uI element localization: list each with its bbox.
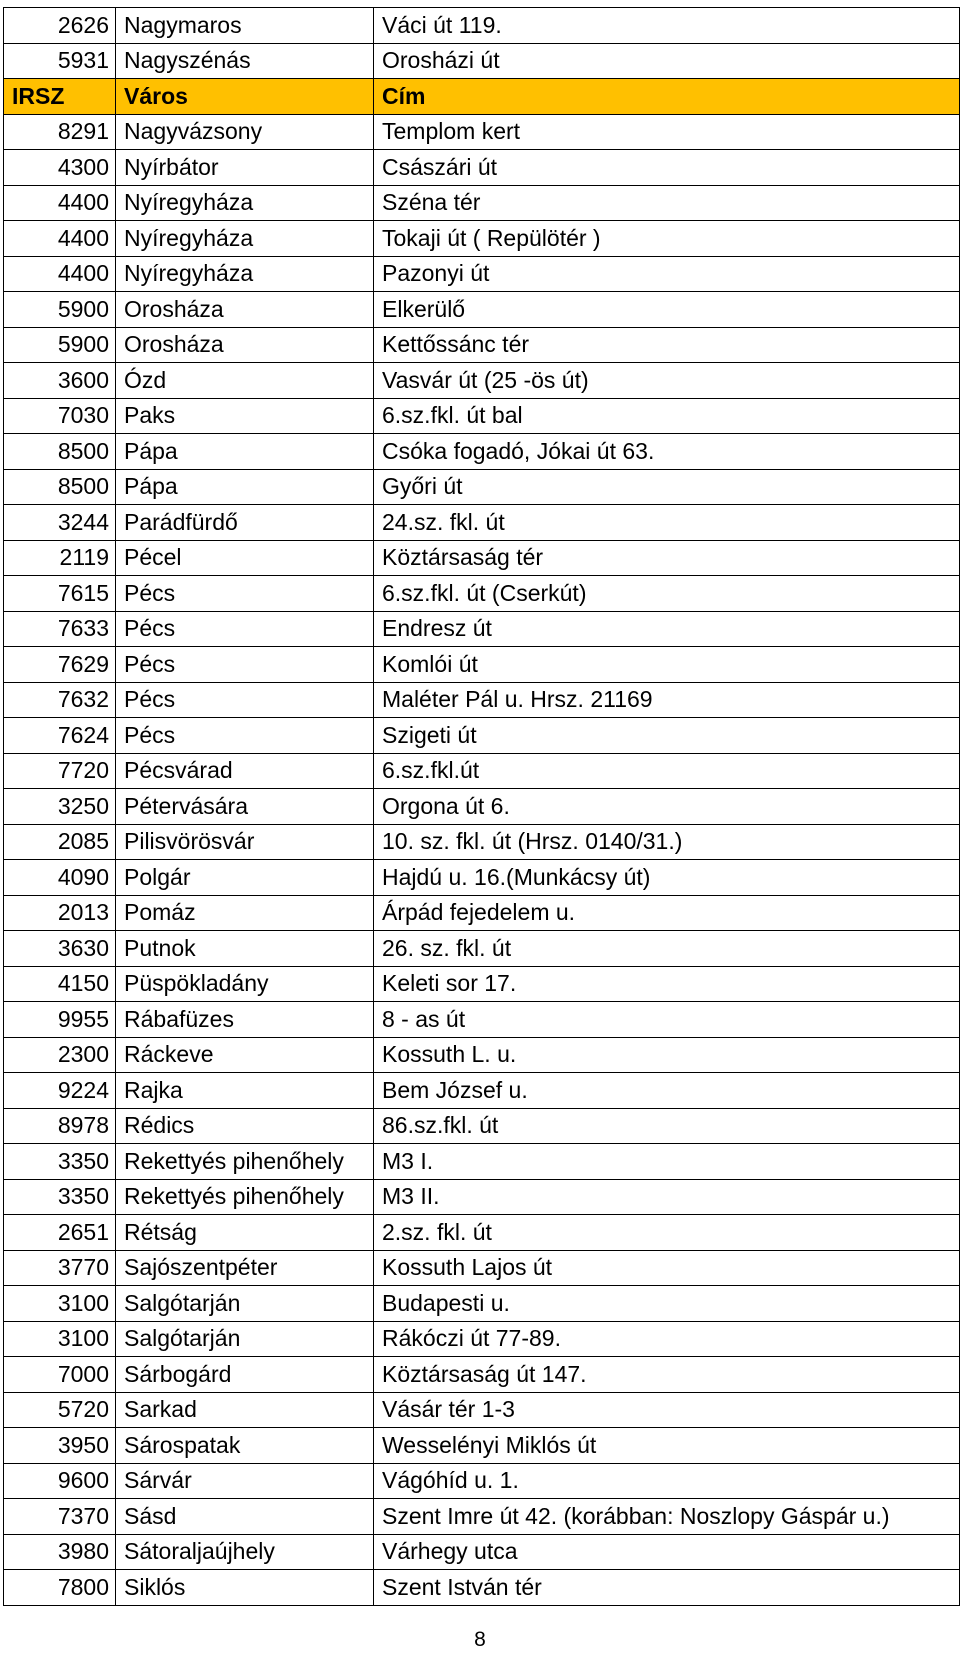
- postal-code-cell: 5931: [4, 43, 116, 79]
- table-row: [4, 611, 960, 647]
- postal-code-cell: 2013: [4, 895, 116, 931]
- table-row: [4, 718, 960, 754]
- table-row: [4, 1357, 960, 1393]
- table-row: [4, 8, 960, 44]
- address-cell: Rákóczi út 77-89.: [374, 1321, 960, 1357]
- city-cell: Paks: [116, 398, 374, 434]
- postal-code-cell: 2085: [4, 824, 116, 860]
- address-cell: Wesselényi Miklós út: [374, 1428, 960, 1464]
- address-cell: 10. sz. fkl. út (Hrsz. 0140/31.): [374, 824, 960, 860]
- postal-code-cell: 2119: [4, 540, 116, 576]
- postal-code-cell: 7632: [4, 682, 116, 718]
- address-cell: Köztársaság tér: [374, 540, 960, 576]
- address-cell: 86.sz.fkl. út: [374, 1108, 960, 1144]
- postal-code-cell: 9224: [4, 1073, 116, 1109]
- city-cell: Pécel: [116, 540, 374, 576]
- city-cell: Pécs: [116, 718, 374, 754]
- table-row: [4, 789, 960, 825]
- address-cell: Elkerülő: [374, 292, 960, 328]
- table-row: [4, 931, 960, 967]
- postal-code-cell: 7720: [4, 753, 116, 789]
- postal-code-cell: 5720: [4, 1392, 116, 1428]
- postal-code-cell: 3350: [4, 1144, 116, 1180]
- table-row: [4, 505, 960, 541]
- postal-code-cell: 4090: [4, 860, 116, 896]
- table-row: [4, 150, 960, 186]
- header-postal-code: IRSZ: [4, 79, 116, 115]
- address-cell: Komlói út: [374, 647, 960, 683]
- city-cell: Rekettyés pihenőhely: [116, 1144, 374, 1180]
- city-cell: Nagyszénás: [116, 43, 374, 79]
- address-cell: Széna tér: [374, 185, 960, 221]
- table-row: [4, 1002, 960, 1038]
- table-row: [4, 1144, 960, 1180]
- city-cell: Nyírbátor: [116, 150, 374, 186]
- postal-code-cell: 2626: [4, 8, 116, 44]
- postal-code-cell: 7370: [4, 1499, 116, 1535]
- address-cell: Kossuth L. u.: [374, 1037, 960, 1073]
- table-row: [4, 1428, 960, 1464]
- city-cell: Sárvár: [116, 1463, 374, 1499]
- address-cell: 6.sz.fkl. út (Cserkút): [374, 576, 960, 612]
- address-cell: Vasvár út (25 -ös út): [374, 363, 960, 399]
- city-cell: Ózd: [116, 363, 374, 399]
- postal-code-cell: 4150: [4, 966, 116, 1002]
- table-row: [4, 682, 960, 718]
- city-cell: Ráckeve: [116, 1037, 374, 1073]
- postal-code-cell: 8291: [4, 114, 116, 150]
- address-cell: 2.sz. fkl. út: [374, 1215, 960, 1251]
- city-cell: Orosháza: [116, 327, 374, 363]
- city-cell: Salgótarján: [116, 1286, 374, 1322]
- address-cell: Pazonyi út: [374, 256, 960, 292]
- postal-code-cell: 3770: [4, 1250, 116, 1286]
- address-cell: Templom kert: [374, 114, 960, 150]
- city-cell: Nagymaros: [116, 8, 374, 44]
- header-address: Cím: [374, 79, 960, 115]
- city-cell: Nagyvázsony: [116, 114, 374, 150]
- city-cell: Sárbogárd: [116, 1357, 374, 1393]
- table-row: [4, 363, 960, 399]
- address-cell: Szent Imre út 42. (korábban: Noszlopy Gáspár u.): [374, 1499, 960, 1535]
- city-cell: Parádfürdő: [116, 505, 374, 541]
- postal-code-cell: 7000: [4, 1357, 116, 1393]
- city-cell: Sajószentpéter: [116, 1250, 374, 1286]
- table-row: [4, 434, 960, 470]
- postal-code-cell: 8978: [4, 1108, 116, 1144]
- city-cell: Pécs: [116, 647, 374, 683]
- postal-code-cell: 8500: [4, 469, 116, 505]
- table-row: [4, 1499, 960, 1535]
- postal-code-cell: 7629: [4, 647, 116, 683]
- city-cell: Siklós: [116, 1570, 374, 1606]
- postal-code-cell: 3100: [4, 1321, 116, 1357]
- address-cell: Győri út: [374, 469, 960, 505]
- address-cell: 6.sz.fkl.út: [374, 753, 960, 789]
- city-cell: Pécs: [116, 576, 374, 612]
- table-row: [4, 1250, 960, 1286]
- table-row: [4, 185, 960, 221]
- city-cell: Püspökladány: [116, 966, 374, 1002]
- city-cell: Sásd: [116, 1499, 374, 1535]
- page-number: 8: [474, 1628, 486, 1651]
- table-row: [4, 540, 960, 576]
- table-row: [4, 1463, 960, 1499]
- address-cell: Orgona út 6.: [374, 789, 960, 825]
- address-cell: Várhegy utca: [374, 1534, 960, 1570]
- city-cell: Rábafüzes: [116, 1002, 374, 1038]
- city-cell: Nyíregyháza: [116, 185, 374, 221]
- address-cell: 6.sz.fkl. út bal: [374, 398, 960, 434]
- table-row: [4, 966, 960, 1002]
- postal-code-cell: 9600: [4, 1463, 116, 1499]
- address-cell: Kossuth Lajos út: [374, 1250, 960, 1286]
- address-cell: Köztársaság út 147.: [374, 1357, 960, 1393]
- city-cell: Sárospatak: [116, 1428, 374, 1464]
- table-row: [4, 1215, 960, 1251]
- postal-code-cell: 3630: [4, 931, 116, 967]
- city-cell: Pétervására: [116, 789, 374, 825]
- city-cell: Sarkad: [116, 1392, 374, 1428]
- table-row: [4, 1073, 960, 1109]
- table-row: [4, 895, 960, 931]
- postal-code-cell: 3980: [4, 1534, 116, 1570]
- table-row: [4, 1534, 960, 1570]
- address-table-body: [4, 8, 960, 1606]
- city-cell: Nyíregyháza: [116, 256, 374, 292]
- city-cell: Pápa: [116, 469, 374, 505]
- table-row: [4, 469, 960, 505]
- address-cell: Keleti sor 17.: [374, 966, 960, 1002]
- city-cell: Orosháza: [116, 292, 374, 328]
- postal-code-cell: 3600: [4, 363, 116, 399]
- address-cell: Budapesti u.: [374, 1286, 960, 1322]
- city-cell: Pilisvörösvár: [116, 824, 374, 860]
- address-cell: Vásár tér 1-3: [374, 1392, 960, 1428]
- address-cell: Hajdú u. 16.(Munkácsy út): [374, 860, 960, 896]
- postal-code-cell: 3100: [4, 1286, 116, 1322]
- city-cell: Nyíregyháza: [116, 221, 374, 257]
- city-cell: Rédics: [116, 1108, 374, 1144]
- table-row: [4, 1321, 960, 1357]
- postal-code-cell: 3350: [4, 1179, 116, 1215]
- header-city: Város: [116, 79, 374, 115]
- address-cell: 8 - as út: [374, 1002, 960, 1038]
- address-cell: Tokaji út ( Repülötér ): [374, 221, 960, 257]
- address-cell: Csóka fogadó, Jókai út 63.: [374, 434, 960, 470]
- postal-code-cell: 5900: [4, 292, 116, 328]
- city-cell: Sátoraljaújhely: [116, 1534, 374, 1570]
- table-row: [4, 1037, 960, 1073]
- city-cell: Pápa: [116, 434, 374, 470]
- city-cell: Pécsvárad: [116, 753, 374, 789]
- postal-code-cell: 7633: [4, 611, 116, 647]
- table-row: [4, 860, 960, 896]
- postal-code-cell: 4400: [4, 221, 116, 257]
- postal-code-cell: 8500: [4, 434, 116, 470]
- address-cell: Váci út 119.: [374, 8, 960, 44]
- address-cell: Szigeti út: [374, 718, 960, 754]
- table-row: [4, 43, 960, 79]
- table-row: [4, 327, 960, 363]
- postal-code-cell: 2651: [4, 1215, 116, 1251]
- table-row: [4, 824, 960, 860]
- city-cell: Rajka: [116, 1073, 374, 1109]
- postal-code-cell: 3950: [4, 1428, 116, 1464]
- table-row: [4, 1179, 960, 1215]
- postal-code-cell: 5900: [4, 327, 116, 363]
- address-cell: Császári út: [374, 150, 960, 186]
- postal-code-cell: 3250: [4, 789, 116, 825]
- address-cell: Vágóhíd u. 1.: [374, 1463, 960, 1499]
- city-cell: Polgár: [116, 860, 374, 896]
- table-row: [4, 1108, 960, 1144]
- address-cell: Kettőssánc tér: [374, 327, 960, 363]
- postal-code-cell: 7615: [4, 576, 116, 612]
- table-row: [4, 114, 960, 150]
- table-row: [4, 256, 960, 292]
- address-cell: Árpád fejedelem u.: [374, 895, 960, 931]
- table-row: [4, 221, 960, 257]
- address-table: [3, 7, 960, 1606]
- address-cell: Szent István tér: [374, 1570, 960, 1606]
- table-row: [4, 753, 960, 789]
- address-cell: 26. sz. fkl. út: [374, 931, 960, 967]
- postal-code-cell: 4300: [4, 150, 116, 186]
- address-cell: Bem József u.: [374, 1073, 960, 1109]
- city-cell: Salgótarján: [116, 1321, 374, 1357]
- city-cell: Pomáz: [116, 895, 374, 931]
- address-cell: Orosházi út: [374, 43, 960, 79]
- postal-code-cell: 3244: [4, 505, 116, 541]
- table-row: [4, 576, 960, 612]
- postal-code-cell: 4400: [4, 185, 116, 221]
- address-cell: Maléter Pál u. Hrsz. 21169: [374, 682, 960, 718]
- address-cell: M3 I.: [374, 1144, 960, 1180]
- city-cell: Putnok: [116, 931, 374, 967]
- postal-code-cell: 9955: [4, 1002, 116, 1038]
- address-cell: Endresz út: [374, 611, 960, 647]
- postal-code-cell: 7624: [4, 718, 116, 754]
- table-row: [4, 1392, 960, 1428]
- table-row: [4, 1286, 960, 1322]
- postal-code-cell: 2300: [4, 1037, 116, 1073]
- table-row: [4, 398, 960, 434]
- postal-code-cell: 7030: [4, 398, 116, 434]
- table-row: [4, 292, 960, 328]
- table-row: [4, 647, 960, 683]
- table-header-row: [4, 79, 960, 115]
- table-row: [4, 1570, 960, 1606]
- address-cell: M3 II.: [374, 1179, 960, 1215]
- city-cell: Pécs: [116, 682, 374, 718]
- address-cell: 24.sz. fkl. út: [374, 505, 960, 541]
- city-cell: Rekettyés pihenőhely: [116, 1179, 374, 1215]
- city-cell: Pécs: [116, 611, 374, 647]
- postal-code-cell: 7800: [4, 1570, 116, 1606]
- city-cell: Rétság: [116, 1215, 374, 1251]
- postal-code-cell: 4400: [4, 256, 116, 292]
